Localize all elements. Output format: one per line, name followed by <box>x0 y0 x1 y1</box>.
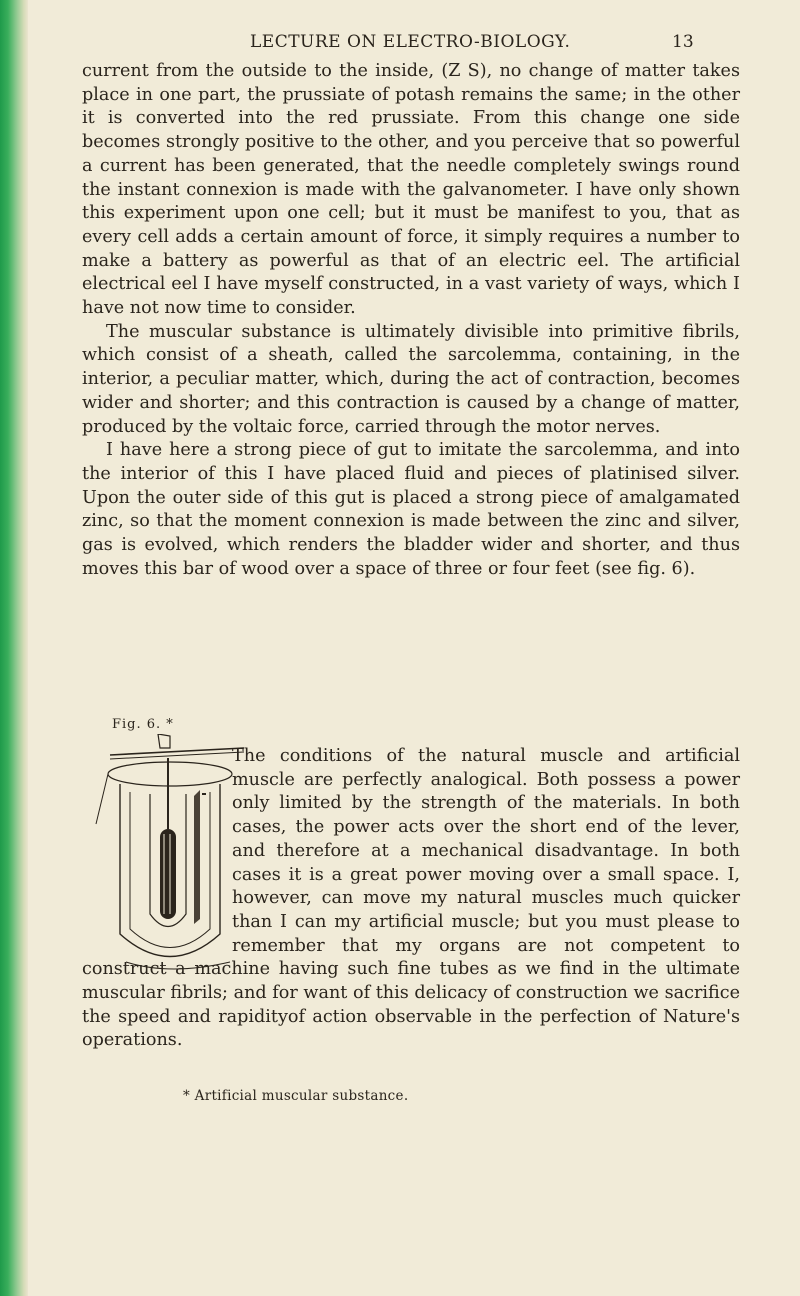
running-title: LECTURE ON ELECTRO-BIOLOGY. <box>250 32 571 52</box>
footnote: * Artificial muscular substance. <box>183 1088 409 1104</box>
paragraph: The muscular substance is ultimately divisible into primitive fibrils, which consist of a sheath, called the sarcolemma, containing, in the interior, a peculiar matter, which, during the act of contraction, becomes wider and shorter; and this contraction is caused by a change of matter, produced by the voltaic force, carried through the motor nerves. <box>82 321 740 437</box>
book-page <box>28 0 800 1296</box>
binding-edge <box>0 0 28 1296</box>
body-text <box>82 60 740 581</box>
paragraph: The conditions of the natural muscle and artificial muscle are perfectly analogical. Both possess a power only limited by the strength of the materials. In both cases, the power acts over the short end of the lever, and therefore at a mechanical disadvantage. In both cases it is a great power moving over a small space. I, however, can move my natural muscles much quicker than I can my artificial muscle; but you must please to remember that my organs are not competent to construct a machine having such fine tubes as we find in the ultimate muscular fibrils; and for want of this delicacy of construction we sacrifice the speed and rapidityof action observable in the perfection of Nature's operations. <box>82 746 740 1051</box>
paragraph: current from the outside to the inside, (Z S), no change of matter takes place in one part, the prussiate of potash remains the same; in the other it is converted into the red prussiate. From this change one side becomes strongly positive to the other, and you perceive that so powerful a current has been generated, that the needle completely swings round the instant connexion is made with the galvanometer. I have only shown this experiment upon one cell; but it must be manifest to you, that as every cell adds a certain amount of force, it simply requires a number to make a battery as powerful as that of an electric eel. The artificial electrical eel I have myself constructed, in a vast variety of ways, which I have not now time to consider. <box>82 61 740 319</box>
figure-space <box>82 745 232 958</box>
figure-caption: Fig. 6. * <box>112 717 174 732</box>
page-number: 13 <box>672 32 694 52</box>
paragraph: I have here a strong piece of gut to imitate the sarcolemma, and into the interior of this I have placed fluid and pieces of platinised silver. Upon the outer side of this gut is placed a strong piece of amalgamated zinc, so that the moment connexion is made between the zinc and silver, gas is evolved, which renders the bladder wider and shorter, and thus moves this bar of wood over a space of three or four feet (see fig. 6). <box>82 440 740 579</box>
wrapped-text <box>82 745 740 1053</box>
